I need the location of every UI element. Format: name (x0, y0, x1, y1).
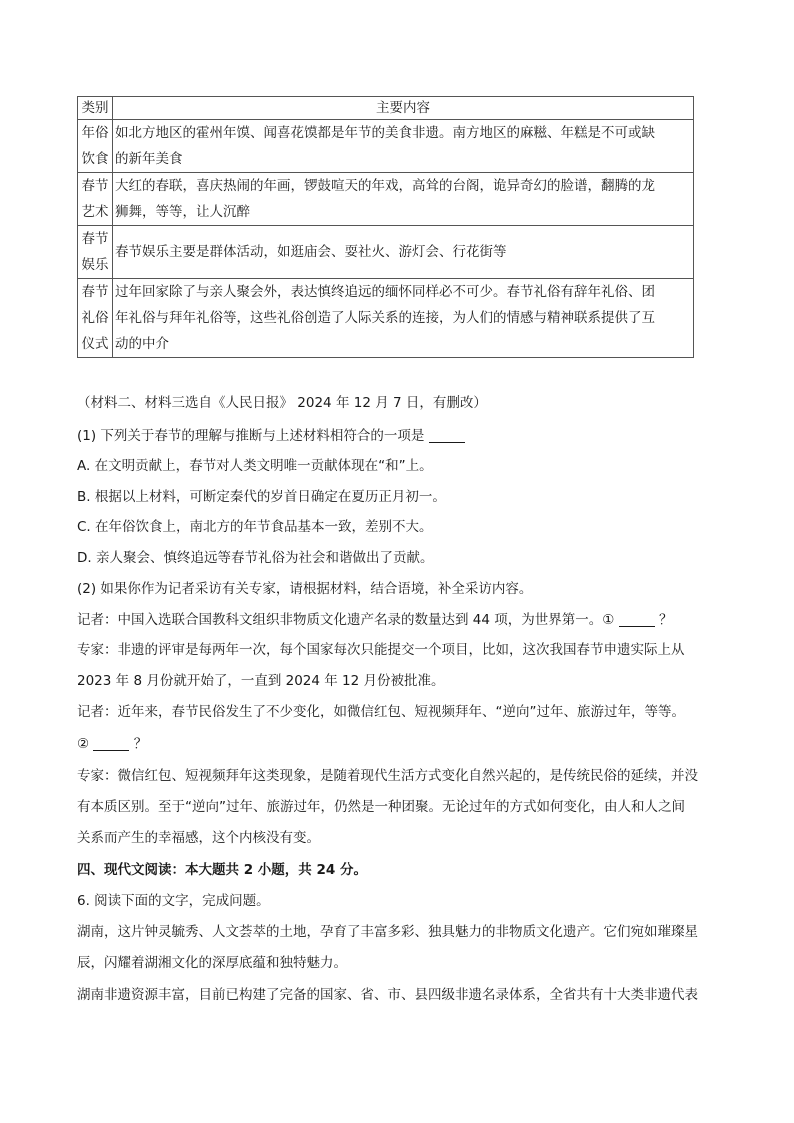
expert-line-5: 关系而产生的幸福感，这个内核没有变。 (77, 830, 320, 846)
content-line: 的新年美食 (115, 151, 183, 167)
category-line: 年俗 (81, 125, 109, 141)
expert-line-3: 专家：微信红包、短视频拜年这类现象，是随着现代生活方式变化自然兴起的，是传统民俗的延续，并没 (77, 768, 698, 784)
table-row (78, 120, 694, 173)
content-line: 过年回家除了与亲人聚会外，表达慎终追远的缅怀同样必不可少。春节礼俗有辞年礼俗、团 (115, 284, 655, 300)
table-row (78, 279, 694, 358)
table-row (78, 226, 694, 279)
row-content (113, 173, 694, 226)
row-category (78, 173, 113, 226)
question-mark: ？ (133, 736, 148, 752)
category-line: 仪式 (81, 336, 109, 352)
table-header-row (78, 97, 694, 120)
category-line: 春节 (81, 284, 109, 300)
content-line: 动的中介 (115, 336, 169, 352)
row-category (78, 120, 113, 173)
q1-option-b: B. 根据以上材料，可断定秦代的岁首日确定在夏历正月初一。 (77, 489, 446, 505)
table-row (78, 173, 694, 226)
passage-line-2: 辰，闪耀着湖湘文化的深厚底蕴和独特魅力。 (77, 955, 347, 971)
q1-stem (77, 423, 719, 449)
category-line: 饮食 (81, 151, 109, 167)
q2-stem: (2) 如果你作为记者采访有关专家，请根据材料，结合语境，补全采访内容。 (77, 581, 533, 597)
reporter-text: 记者：中国入选联合国教科文组织非物质文化遗产名录的数量达到 44 项，为世界第一。① (77, 612, 615, 628)
q1-stem-text: (1) 下列关于春节的理解与推断与上述材料相符合的一项是 (77, 428, 425, 444)
category-line: 春节 (81, 231, 109, 247)
category-line: 礼俗 (81, 310, 109, 326)
q6-title: 6. 阅读下面的文字，完成问题。 (77, 893, 270, 909)
material-table (77, 96, 694, 358)
expert-line-2: 2023 年 8 月份就开始了，一直到 2024 年 12 月份被批准。 (77, 673, 445, 689)
category-line: 艺术 (81, 204, 109, 220)
passage-line-3: 湖南非遗资源丰富，目前已构建了完备的国家、省、市、县四级非遗名录体系，全省共有十大类非遗代表 (77, 987, 698, 1003)
row-category (78, 279, 113, 358)
blank-2-line (77, 731, 719, 757)
expert-line-4: 有本质区别。至于“逆向”过年、旅游过年，仍然是一种团聚。无论过年的方式如何变化，由人和人之间 (77, 799, 685, 815)
reporter-line-2: 记者：近年来，春节民俗发生了不少变化，如微信红包、短视频拜年、“逆向”过年、旅游过年，等等。 (77, 704, 685, 720)
answer-blank-1[interactable] (619, 610, 655, 627)
expert-line-1: 专家：非遗的评审是每两年一次，每个国家每次只能提交一个项目，比如，这次我国春节申遗实际上从 (77, 642, 685, 658)
content-line: 大红的春联，喜庆热闹的年画，锣鼓喧天的年戏，高耸的台阁，诡异奇幻的脸谱，翻腾的龙 (115, 178, 655, 194)
header-category: 类别 (78, 97, 113, 120)
passage-line-1: 湖南，这片钟灵毓秀、人文荟萃的土地，孕育了丰富多彩、独具魅力的非物质文化遗产。它们宛如璀璨星 (77, 924, 698, 940)
content-line: 年礼俗与拜年礼俗等，这些礼俗创造了人际关系的连接，为人们的情感与精神联系提供了互 (115, 310, 655, 326)
question-mark: ？ (658, 612, 673, 628)
q1-option-d: D. 亲人聚会、慎终追远等春节礼俗为社会和谐做出了贡献。 (77, 550, 434, 566)
circled-number: ② (77, 736, 90, 752)
content-line: 狮舞，等等，让人沉醉 (115, 204, 250, 220)
reporter-line-1 (77, 607, 719, 633)
section-heading: 四、现代文阅读：本大题共 2 小题，共 24 分。 (77, 862, 367, 878)
category-line: 春节 (81, 178, 109, 194)
row-content (113, 226, 694, 279)
answer-blank[interactable] (429, 426, 465, 443)
row-category (78, 226, 113, 279)
q1-option-a: A. 在文明贡献上，春节对人类文明唯一贡献体现在“和”上。 (77, 458, 433, 474)
row-content (113, 120, 694, 173)
q1-option-c: C. 在年俗饮食上，南北方的年节食品基本一致，差别不大。 (77, 519, 433, 535)
header-content: 主要内容 (113, 97, 694, 120)
content-line: 如北方地区的霍州年馍、闻喜花馍都是年节的美食非遗。南方地区的麻糍、年糕是不可或缺 (115, 125, 655, 141)
category-line: 娱乐 (81, 257, 109, 273)
source-note: （材料二、材料三选自《人民日报》 2024 年 12 月 7 日，有删改） (77, 395, 487, 411)
content-line: 春节娱乐主要是群体活动，如逛庙会、耍社火、游灯会、行花街等 (115, 244, 507, 260)
row-content (113, 279, 694, 358)
answer-blank-2[interactable] (93, 734, 129, 751)
